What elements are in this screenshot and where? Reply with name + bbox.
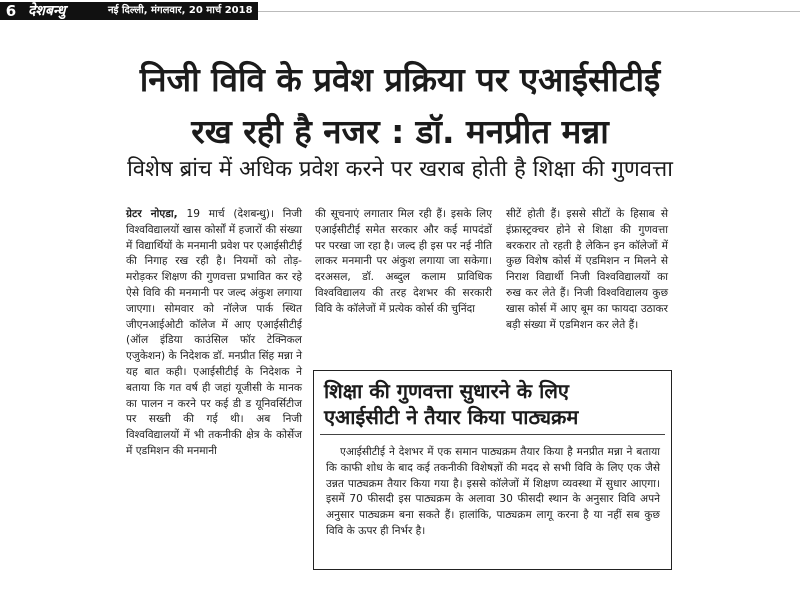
column-1-body: (देशबन्धु)। निजी विश्वविद्यालयों खास कोर्सों में हजारों की संख्या में विद्यार्थियों के मनमानी प्रवेश पर एआईसीटीई की निगाह रख रही है। नियमों को तोड़-मरोड़कर शिक्षण की गुणवत्ता प्रभावित कर रहे ऐसे विवि की मनमानी पर जल्द अंकुश लगाया जाएगा। सोमवार को नॉलेज पार्क स्थित जीएनआईओटी कॉलेज में आए एआईसीटीई (ऑल इंडिया काउंसिल फॉर टेक्निकल एजुकेशन) के निदेशक डॉ. मनप्रीत सिंह मन्ना ने यह बात कही। एआईसीटीई के निदेशक ने बताया कि गत वर्ष ही जहां यूजीसी के मानक का पालन न करने पर कई डी ड यूनिवर्सिटीज पर सख्ती की गई थी। अब निजी विश्वविद्यालयों में भी तकनीकी क्षेत्र के कोर्सेज में एडमिशन की मनमानी (126, 208, 302, 457)
box-body-text: एआईसीटीई ने देशभर में एक समान पाठ्यक्रम तैयार किया है मनप्रीत मन्ना ने बताया कि काफी शोध के बाद कई तकनीकी विशेषज्ञों की मदद से सभी विवि के लिए एक जैसे उन्नत पाठ्यक्रम तैयार किया गया है। इससे कॉलेजों में शिक्षण व्यवस्था में सुधार आएगा। इसमें 70 फीसदी इस पाठ्यक्रम के अलावा 30 फीसदी स्थान के अनुसार विवि अपने अनुसार पाठ्यक्रम बना सकते हैं। हालांकि, पाठ्यक्रम लागू करना है या नहीं सब कुछ विवि के ऊपर ही निर्भर है। (326, 446, 660, 537)
header-bar (22, 2, 258, 20)
column-3-text: सीटें होती हैं। इससे सीटों के हिसाब से इंफ्रास्ट्रक्चर होने से शिक्षा की गुणवत्ता बरकरार तो रहती है लेकिन इन कॉलेजों में कुछ विशेष कोर्स में एडमिशन न मिलने से निराश विद्यार्थी निजी विश्वविद्यालयों का रुख कर लेते हैं। निजी विश्वविद्यालय कुछ खास कोर्स में आए बूम का फायदा उठाकर बड़ी संख्या में एडमिशन कर लेते हैं। (506, 208, 668, 331)
headline-line-1: निजी विवि के प्रवेश प्रक्रिया पर एआईसीटीई (139, 60, 661, 99)
box-heading-line-1: शिक्षा की गुणवत्ता सुधारने के लिए (324, 379, 569, 403)
sidebar-box (313, 370, 672, 570)
column-2-text: की सूचनाएं लगातार मिल रही हैं। इसके लिए एआईसीटीई समेत सरकार और कई मापदंडों पर परखा जा रहा है। जल्द ही इस पर नई नीति लाकर मनमानी पर अंकुश लगाया जा सकेगा। दरअसल, डॉ. अब्दुल कलाम प्राविधिक विश्वविद्यालय की तरह देशभर की सरकारी विवि के कॉलेजों में प्रत्येक कोर्स की चुनिंदा (315, 208, 492, 315)
masthead: देशबन्धु (28, 3, 66, 19)
headline-line-2: रख रही है नजर : डॉ. मनप्रीत मन्ना (191, 112, 609, 151)
page-number: 6 (0, 2, 22, 20)
article-date: 19 मार्च (186, 208, 225, 220)
article-column-2 (315, 207, 492, 367)
subheading: विशेष ब्रांच में अधिक प्रवेश करने पर खराब होती है शिक्षा की गुणवत्ता (127, 157, 673, 182)
page-header (0, 0, 800, 22)
header-dateline: नई दिल्ली, मंगलवार, 20 मार्च 2018 (108, 5, 253, 16)
article-column-1 (126, 207, 302, 557)
article-dateline: ग्रेटर नोएडा, (126, 208, 178, 220)
header-rule (258, 11, 800, 12)
box-heading-line-2: एआईसीटी ने तैयार किया पाठ्यक्रम (324, 405, 579, 429)
box-body (326, 445, 660, 540)
article-column-3 (506, 207, 668, 367)
column-1-text (126, 207, 302, 460)
box-divider (320, 434, 665, 435)
